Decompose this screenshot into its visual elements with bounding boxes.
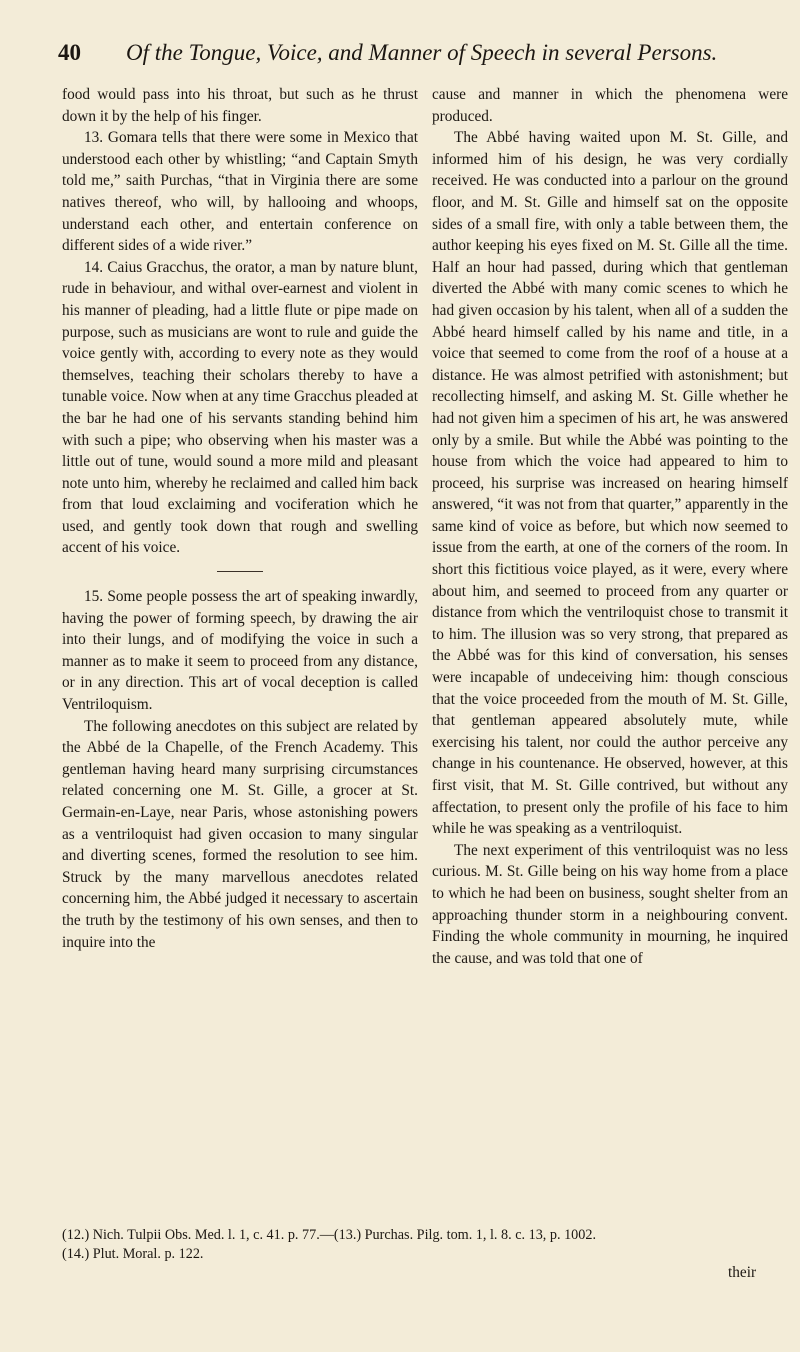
paragraph: 13. Gomara tells that there were some in Mexico that understood each other by whistling; “and Captain Smyth told me,” saith Purchas, “that in Virginia there are some natives thereof, who will, by hallooing and whoops, understand each other, and entertain conference on different sides of a wide river.”: [62, 129, 418, 255]
right-column: [432, 84, 788, 969]
running-head: Of the Tongue, Voice, and Manner of Speech in several Persons.: [126, 40, 718, 65]
footnote-line: (14.) Plut. Moral. p. 122.: [62, 1246, 204, 1262]
catchword: their: [728, 1264, 757, 1281]
paragraph: The next experiment of this ventriloquist was no less curious. M. St. Gille being on his way home from a place to which he had been on business, sought shelter from an approaching thunder storm in a neighbouring convent. Finding the whole community in mourning, he inquired the cause, and was told that one of: [432, 841, 788, 967]
footnote-line: (12.) Nich. Tulpii Obs. Med. l. 1, c. 41. p. 77.—(13.) Purchas. Pilg. tom. 1, l. 8. c. 13, p. 1002.: [62, 1227, 596, 1243]
left-column: [62, 84, 418, 953]
section-divider: [217, 571, 263, 572]
footnotes: [62, 1226, 782, 1264]
page-header: [58, 40, 758, 74]
paragraph: cause and manner in which the phenomena were produced.: [432, 86, 788, 125]
paragraph: 15. Some people possess the art of speaking inwardly, having the power of forming speech, by drawing the air into their lungs, and of modifying the voice in such a manner as to make it seem to proceed from any distance, or in any direction. This art of vocal deception is called Ventriloquism.: [62, 588, 418, 714]
paragraph: The following anecdotes on this subject are related by the Abbé de la Chapelle, of the French Academy. This gentleman having heard many surprising circumstances related concerning one M. St. Gille, a grocer at St. Germain-en-Laye, near Paris, whose astonishing powers as a ventriloquist had given occasion to many singular and diverting scenes, formed the resolution to see him. Struck by the many marvellous anecdotes related concerning him, the Abbé judged it necessary to ascertain the truth by the testimony of his own senses, and then to inquire into the: [62, 717, 418, 951]
page-number: 40: [58, 40, 81, 65]
paragraph: 14. Caius Gracchus, the orator, a man by nature blunt, rude in behaviour, and withal over-earnest and violent in his manner of pleading, had a little flute or pipe made on purpose, such as musicians are wont to rule and guide the voice gently with, according to every note as they would themselves, teaching their scholars thereby to have a tunable voice. Now when at any time Gracchus pleaded at the bar he had one of his servants standing behind him with such a pipe; who observing when his master was a little out of tune, would sound a more mild and pleasant note unto him, whereby he reclaimed and called him back from that loud exclaiming and vociferation which he used, and gently took down that rough and swelling accent of his voice.: [62, 258, 418, 557]
paragraph: food would pass into his throat, but such as he thrust down it by the help of his finger.: [62, 86, 418, 125]
paragraph: The Abbé having waited upon M. St. Gille, and informed him of his design, he was very cordially received. He was conducted into a parlour on the ground floor, and M. St. Gille and himself sat on the opposite sides of a small fire, with only a table between them, the author keeping his eyes fixed on M. St. Gille all the time. Half an hour had passed, during which that gentleman diverted the Abbé with many comic scenes to which he had given occasion by his talent, when all of a sudden the Abbé heard himself called by his name and title, in a voice that seemed to come from the roof of a house at a distance. He was almost petrified with astonishment; but recollecting himself, and asking M. St. Gille whether he had not given him a specimen of his art, he was answered only by a smile. But while the Abbé was pointing to the house from which the voice had appeared to him to proceed, his surprise was increased on hearing himself answered, “it was not from that quarter,” apparently in the same kind of voice as before, but which now seemed to issue from the earth, at one of the corners of the room. In short this fictitious voice played, as it were, every where about him, and seemed to proceed from any quarter or distance from which the ventriloquist chose to transmit it to him. The illusion was so very strong, that prepared as the Abbé was for this kind of conversation, his senses were incapable of undeceiving him: though conscious that the voice proceeded from the mouth of M. St. Gille, that gentleman appeared absolutely mute, while exercising his talent, nor could the author perceive any change in his countenance. He observed, however, at this first visit, that M. St. Gille contrived, but without any affectation, to present only the profile of his face to him while he was speaking as a ventriloquist.: [432, 129, 788, 838]
